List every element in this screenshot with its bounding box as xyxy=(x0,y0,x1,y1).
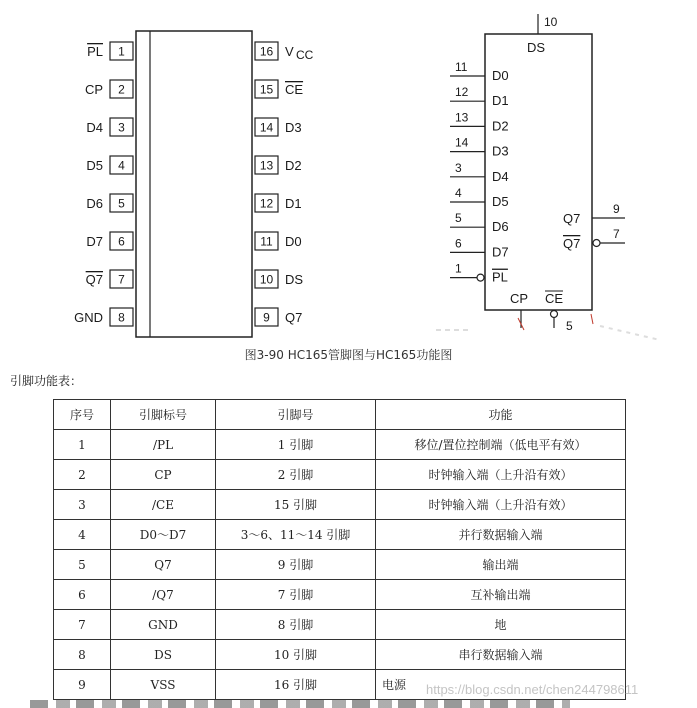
cell-function: 地 xyxy=(376,610,626,640)
logic-input-label: D4 xyxy=(492,168,509,184)
cell-function: 输出端 xyxy=(376,550,626,580)
dip-pin-label: D4 xyxy=(86,120,103,135)
cell-index: 5 xyxy=(54,550,111,580)
table-row xyxy=(54,490,626,520)
cell-pin-number: 7 引脚 xyxy=(216,580,376,610)
cell-pin-label: DS xyxy=(111,640,216,670)
dip-pin-number: 10 xyxy=(259,272,274,287)
dip-pin-number: 12 xyxy=(259,196,274,211)
cell-function: 串行数据输入端 xyxy=(376,640,626,670)
logic-input-number: 13 xyxy=(455,110,469,125)
header-pin-label: 引脚标号 xyxy=(111,400,216,430)
dip-pin-number: 4 xyxy=(118,158,125,173)
cell-pin-label: /CE xyxy=(111,490,216,520)
logic-output-number: 9 xyxy=(613,202,620,216)
cell-function: 互补输出端 xyxy=(376,580,626,610)
logic-inputs xyxy=(450,60,509,285)
dip-pin-number: 16 xyxy=(259,44,274,59)
inversion-bubble xyxy=(593,240,600,247)
cell-pin-number: 3～6、11～14 引脚 xyxy=(216,520,376,550)
table-row xyxy=(54,580,626,610)
cell-pin-number: 1 引脚 xyxy=(216,430,376,460)
logic-input-label: D0 xyxy=(492,68,509,83)
dip-pin-number: 15 xyxy=(259,82,274,97)
logic-input-label: D2 xyxy=(492,118,509,134)
scan-artifacts xyxy=(436,314,660,340)
dip-pin-label: D2 xyxy=(285,158,302,173)
cell-pin-number: 15 引脚 xyxy=(216,490,376,520)
cell-pin-label: /Q7 xyxy=(111,580,216,610)
cell-pin-number: 9 引脚 xyxy=(216,550,376,580)
dip-pin-label: D3 xyxy=(285,120,302,135)
dip-right-pins xyxy=(255,42,314,326)
dip-pin-label: Q7 xyxy=(285,310,303,325)
dip-pin-label: D0 xyxy=(285,234,302,249)
logic-input-label: D7 xyxy=(492,244,509,260)
logic-input-number: 11 xyxy=(455,60,468,74)
dip-pin-number: 13 xyxy=(259,158,274,173)
cell-pin-label: Q7 xyxy=(111,550,216,580)
table-row xyxy=(54,520,626,550)
table-row xyxy=(54,610,626,640)
logic-output-label: Q7 xyxy=(563,236,581,251)
cell-pin-label: /PL xyxy=(111,430,216,460)
ce-inversion-bubble xyxy=(551,311,558,318)
dip-pin-label: CP xyxy=(84,82,103,97)
dip-pin-label: D1 xyxy=(285,196,302,211)
logic-input-number: 3 xyxy=(455,160,462,175)
logic-input-number: 4 xyxy=(455,186,462,200)
inversion-bubble xyxy=(477,274,484,281)
logic-input-number: 14 xyxy=(455,135,469,150)
dip-pin-label: GND xyxy=(74,310,103,325)
dip-pin-label: D7 xyxy=(86,234,103,249)
dip-body xyxy=(136,31,252,337)
cell-pin-number: 2 引脚 xyxy=(216,460,376,490)
ds-label: DS xyxy=(527,40,546,55)
table-header-row xyxy=(54,400,626,430)
cell-function: 移位/置位控制端（低电平有效） xyxy=(376,430,626,460)
cp-label: CP xyxy=(510,291,529,306)
logic-input-number: 12 xyxy=(455,85,469,100)
cell-function: 时钟输入端（上升沿有效） xyxy=(376,460,626,490)
logic-input-label: D1 xyxy=(492,93,509,109)
dip-left-pins xyxy=(74,42,133,326)
dip-pin-number: 11 xyxy=(260,234,273,249)
cell-pin-label: CP xyxy=(111,460,216,490)
ce-label: CE xyxy=(545,291,564,306)
dip-pin-label: D5 xyxy=(86,158,103,173)
dip-pin-number: 9 xyxy=(263,310,270,325)
dip-pin-number: 2 xyxy=(118,82,125,97)
cut-off-text-strip xyxy=(30,700,570,708)
section-label: 引脚功能表： xyxy=(10,374,83,388)
dip-pin-number: 3 xyxy=(118,120,125,135)
logic-input-label: D5 xyxy=(492,194,509,209)
cell-function: 电源 xyxy=(376,670,626,700)
cell-pin-label: D0～D7 xyxy=(111,520,216,550)
ds-pin-number: 10 xyxy=(544,15,558,29)
logic-input-number: 6 xyxy=(455,236,462,251)
dip-pin-number: 7 xyxy=(118,272,125,287)
logic-input-label: D6 xyxy=(492,219,509,235)
cell-pin-label: VSS xyxy=(111,670,216,700)
cell-index: 2 xyxy=(54,460,111,490)
logic-output-number: 7 xyxy=(613,227,620,241)
cell-pin-number: 16 引脚 xyxy=(216,670,376,700)
dip-pin-label: CE xyxy=(285,82,304,97)
dip-pin-number: 14 xyxy=(259,120,274,135)
header-pin-number: 引脚号 xyxy=(216,400,376,430)
dip-pin-number: 5 xyxy=(118,196,125,211)
cell-index: 8 xyxy=(54,640,111,670)
table-row xyxy=(54,460,626,490)
pin-function-table xyxy=(53,399,626,700)
cell-index: 1 xyxy=(54,430,111,460)
logic-input-label: PL xyxy=(492,269,508,285)
cell-pin-number: 10 引脚 xyxy=(216,640,376,670)
bottom-pin-number: 5 xyxy=(566,319,573,333)
watermark: https://blog.csdn.net/chen244798611 xyxy=(426,682,639,697)
dip-pin-label: PL xyxy=(87,44,103,59)
header-function: 功能 xyxy=(376,400,626,430)
cell-function: 时钟输入端（上升沿有效） xyxy=(376,490,626,520)
dip-pin-label: D6 xyxy=(86,196,103,211)
dip-pin-number: 1 xyxy=(118,44,125,59)
logic-input-label: D3 xyxy=(492,143,509,159)
cell-pin-label: GND xyxy=(111,610,216,640)
cell-pin-number: 8 引脚 xyxy=(216,610,376,640)
cell-index: 7 xyxy=(54,610,111,640)
cell-function: 并行数据输入端 xyxy=(376,520,626,550)
header-index: 序号 xyxy=(54,400,111,430)
cell-index: 4 xyxy=(54,520,111,550)
table-row xyxy=(54,640,626,670)
cell-index: 6 xyxy=(54,580,111,610)
dip-pin-number: 6 xyxy=(118,234,125,249)
dip-pin-label: Q7 xyxy=(85,272,103,287)
dip-pin-label-subscript: CC xyxy=(296,48,314,62)
figure-caption: 图3-90 HC165管脚图与HC165功能图 xyxy=(244,348,453,362)
logic-output-label: Q7 xyxy=(563,211,581,226)
dip-pin-label: DS xyxy=(285,272,304,287)
dip-pin-label: V xyxy=(285,44,294,59)
table-row xyxy=(54,430,626,460)
cell-index: 3 xyxy=(54,490,111,520)
dip-pin-number: 8 xyxy=(118,310,125,325)
logic-input-number: 1 xyxy=(455,261,462,276)
table-row xyxy=(54,550,626,580)
cell-index: 9 xyxy=(54,670,111,700)
logic-input-number: 5 xyxy=(455,211,462,226)
